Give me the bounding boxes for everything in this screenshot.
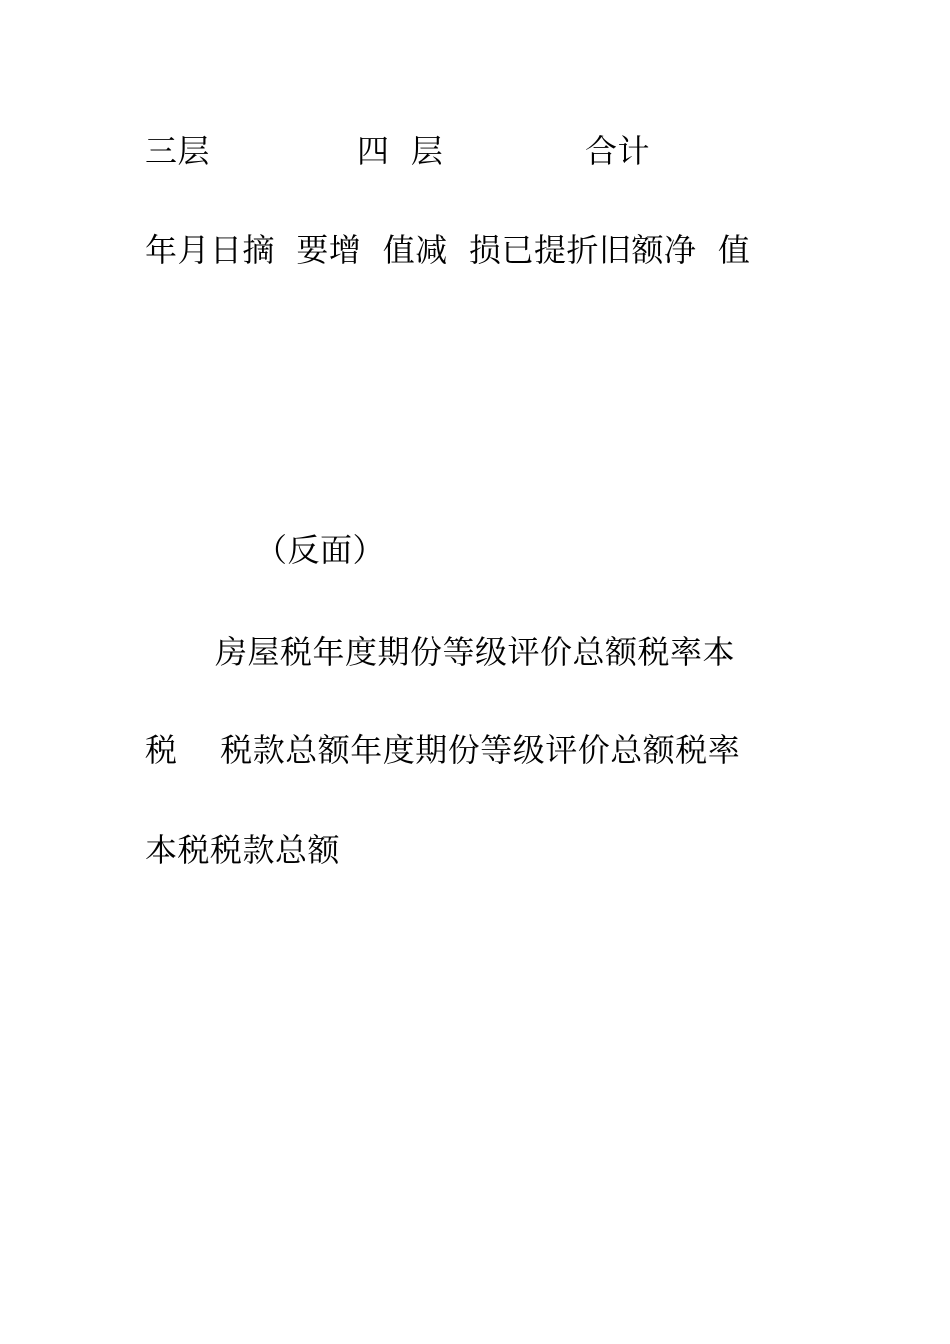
total-label: 合计: [585, 132, 651, 170]
tax-line-3: 本税税款总额: [145, 831, 341, 869]
ledger-columns-line: 年月日摘 要增 值减 损已提折旧额净 值: [145, 231, 751, 269]
tax-line-2: 税 税款总额年度期份等级评价总额税率: [145, 731, 741, 769]
reverse-side-label: （反面）: [255, 531, 386, 569]
floor-header-row: [145, 131, 785, 171]
tax-line-1: 房屋税年度期份等级评价总额税率本: [215, 633, 736, 671]
floor-three-label: 三层: [145, 132, 211, 170]
floor-four-label: 四 层: [357, 132, 444, 170]
